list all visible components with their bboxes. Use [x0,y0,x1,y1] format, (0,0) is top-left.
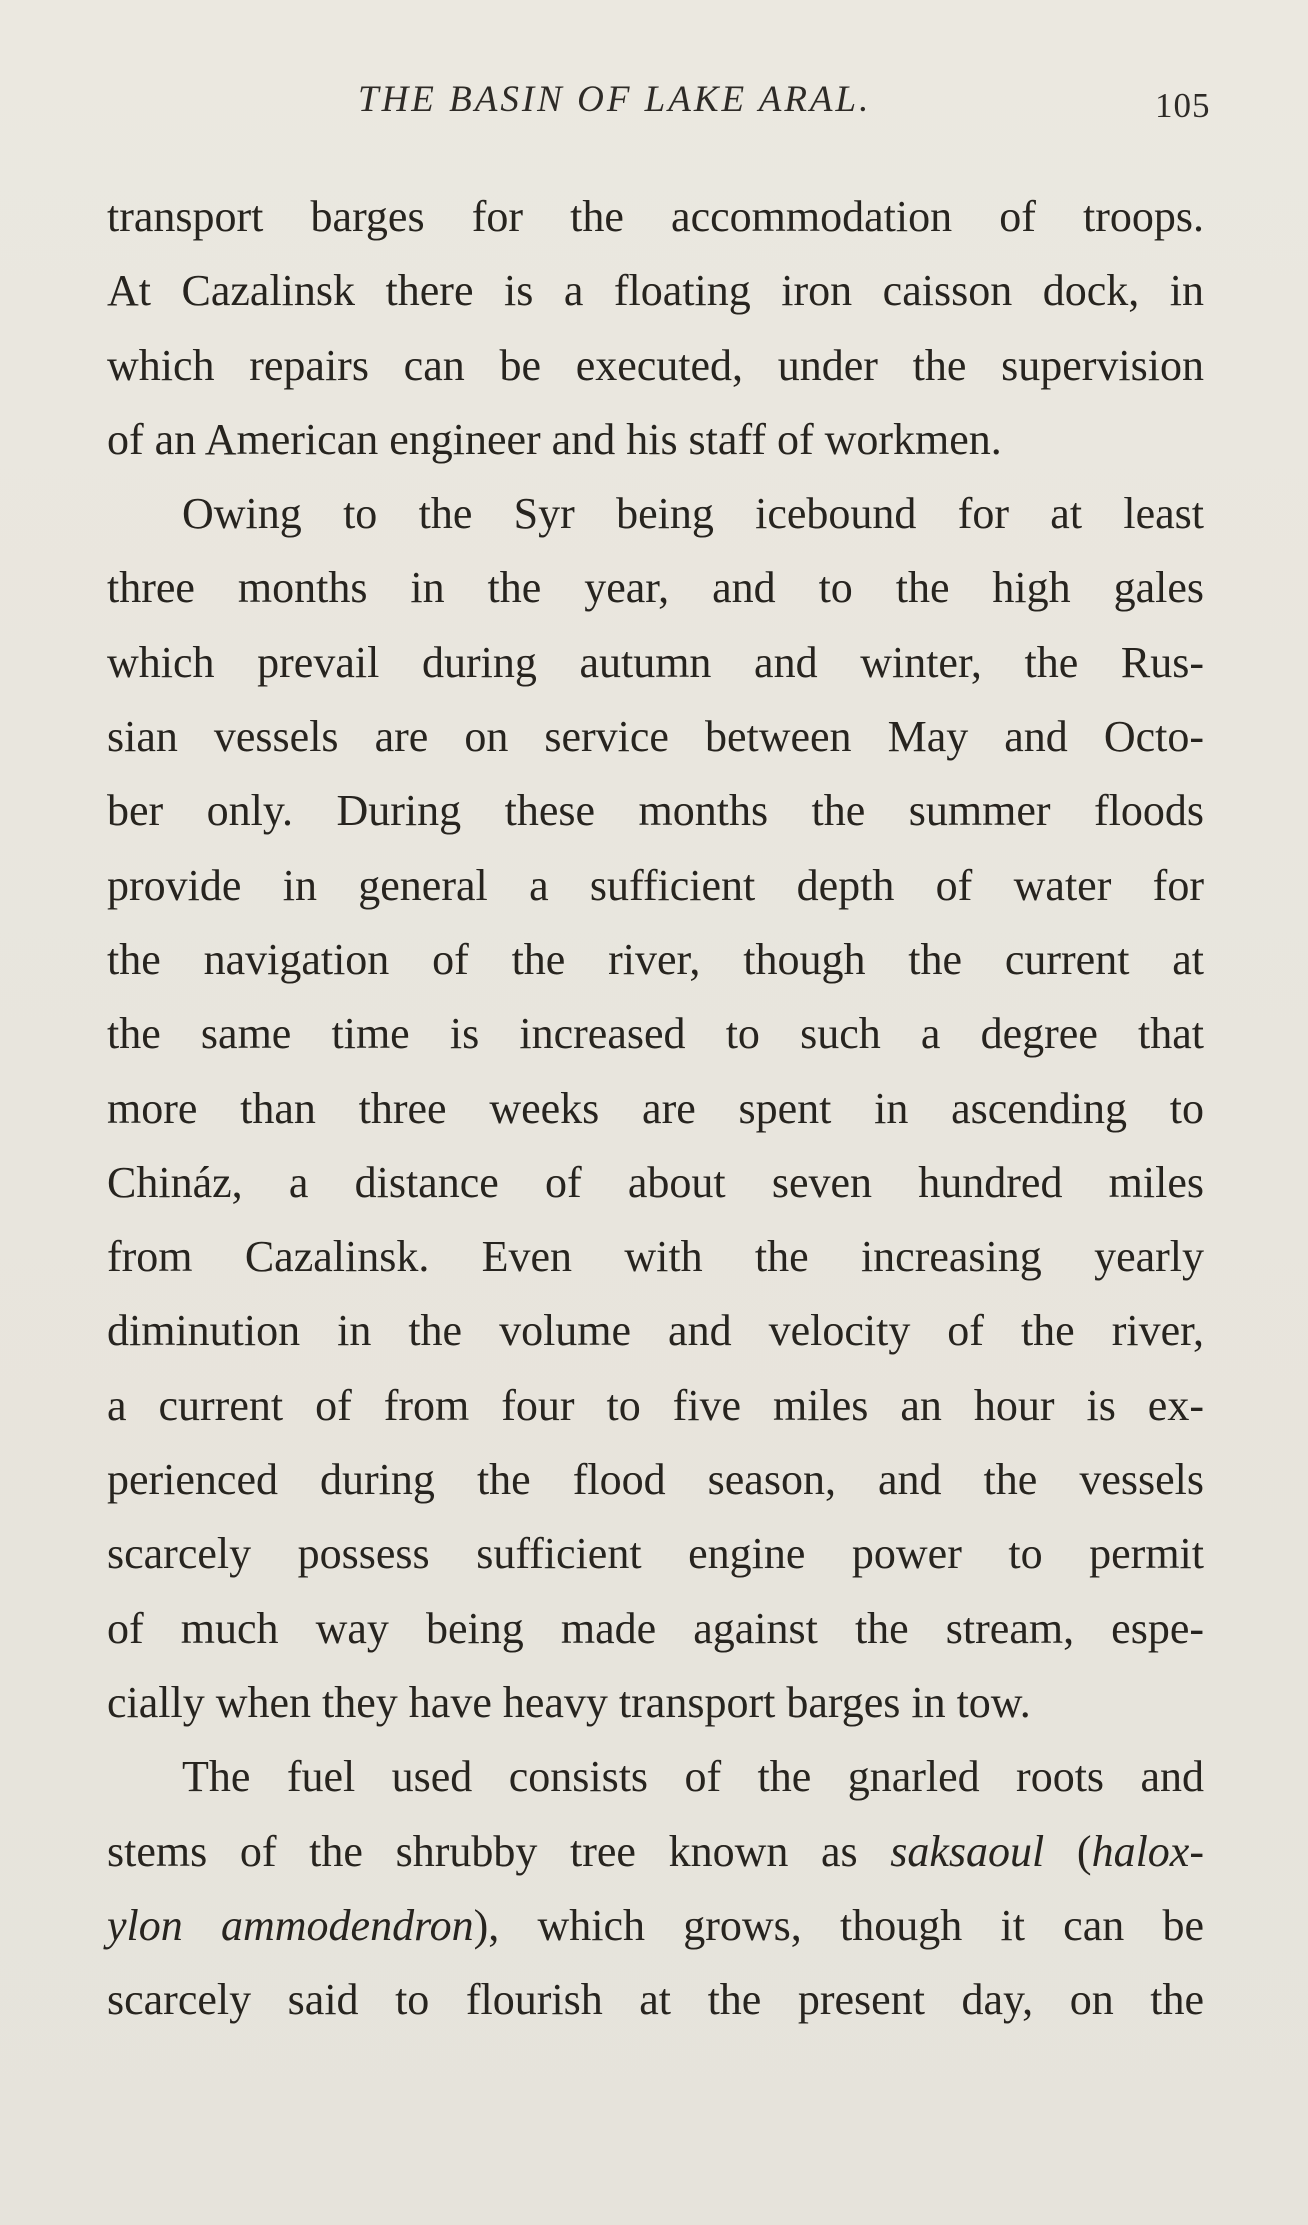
text-line: scarcely said to flourish at the present day, on the [107,1975,1204,2025]
text-line: ber only. During these months the summer floods [107,786,1204,836]
text-line: a current of from four to five miles an hour is ex- [107,1380,1204,1430]
text-line: three months in the year, and to the high gales [107,563,1204,613]
page-number: 105 [1155,86,1211,125]
text-line [107,1815,1204,1889]
italic-term: halox- [1091,1826,1204,1876]
body-text [107,180,1204,2037]
text-run: ), which grows, though it can be [473,1900,1205,1950]
text-line: from Cazalinsk. Even with the increasing yearly [107,1232,1204,1282]
italic-term: ylon ammodendron [107,1900,474,1950]
text-line: of much way being made against the stream, espe- [107,1603,1204,1653]
text-line: Chináz, a distance of about seven hundred miles [107,1157,1204,1207]
text-line: scarcely possess sufficient engine power to permit [107,1529,1204,1579]
text-line: of an American engineer and his staff of workmen. [107,414,1002,464]
text-line: perienced during the flood season, and the vessels [107,1455,1204,1505]
text-line: cially when they have heavy transport barges in tow. [107,1677,1031,1727]
text-line: At Cazalinsk there is a floating iron caisson dock, in [107,266,1204,316]
running-title: THE BASIN OF LAKE ARAL. [358,79,872,120]
text-line: The fuel used consists of the gnarled roots and [182,1752,1204,1802]
text-line: sian vessels are on service between May and Octo- [107,712,1204,762]
text-run: stems of the shrubby tree known as [107,1826,891,1876]
text-line: transport barges for the accommodation of troops. [107,192,1204,241]
text-line: the navigation of the river, though the current at [107,934,1204,984]
text-run: ( [1044,1826,1092,1876]
text-line [107,1889,1204,1963]
text-line: diminution in the volume and velocity of the river, [107,1306,1204,1356]
text-line: provide in general a sufficient depth of water for [107,860,1204,910]
text-line: which prevail during autumn and winter, the Rus- [107,637,1204,687]
text-line: the same time is increased to such a degree that [107,1009,1204,1059]
running-header [0,78,1308,138]
text-line: Owing to the Syr being icebound for at least [182,489,1204,539]
italic-term: saksaoul [890,1826,1045,1876]
text-line: which repairs can be executed, under the supervision [107,340,1204,390]
text-line: more than three weeks are spent in ascending to [107,1083,1204,1133]
